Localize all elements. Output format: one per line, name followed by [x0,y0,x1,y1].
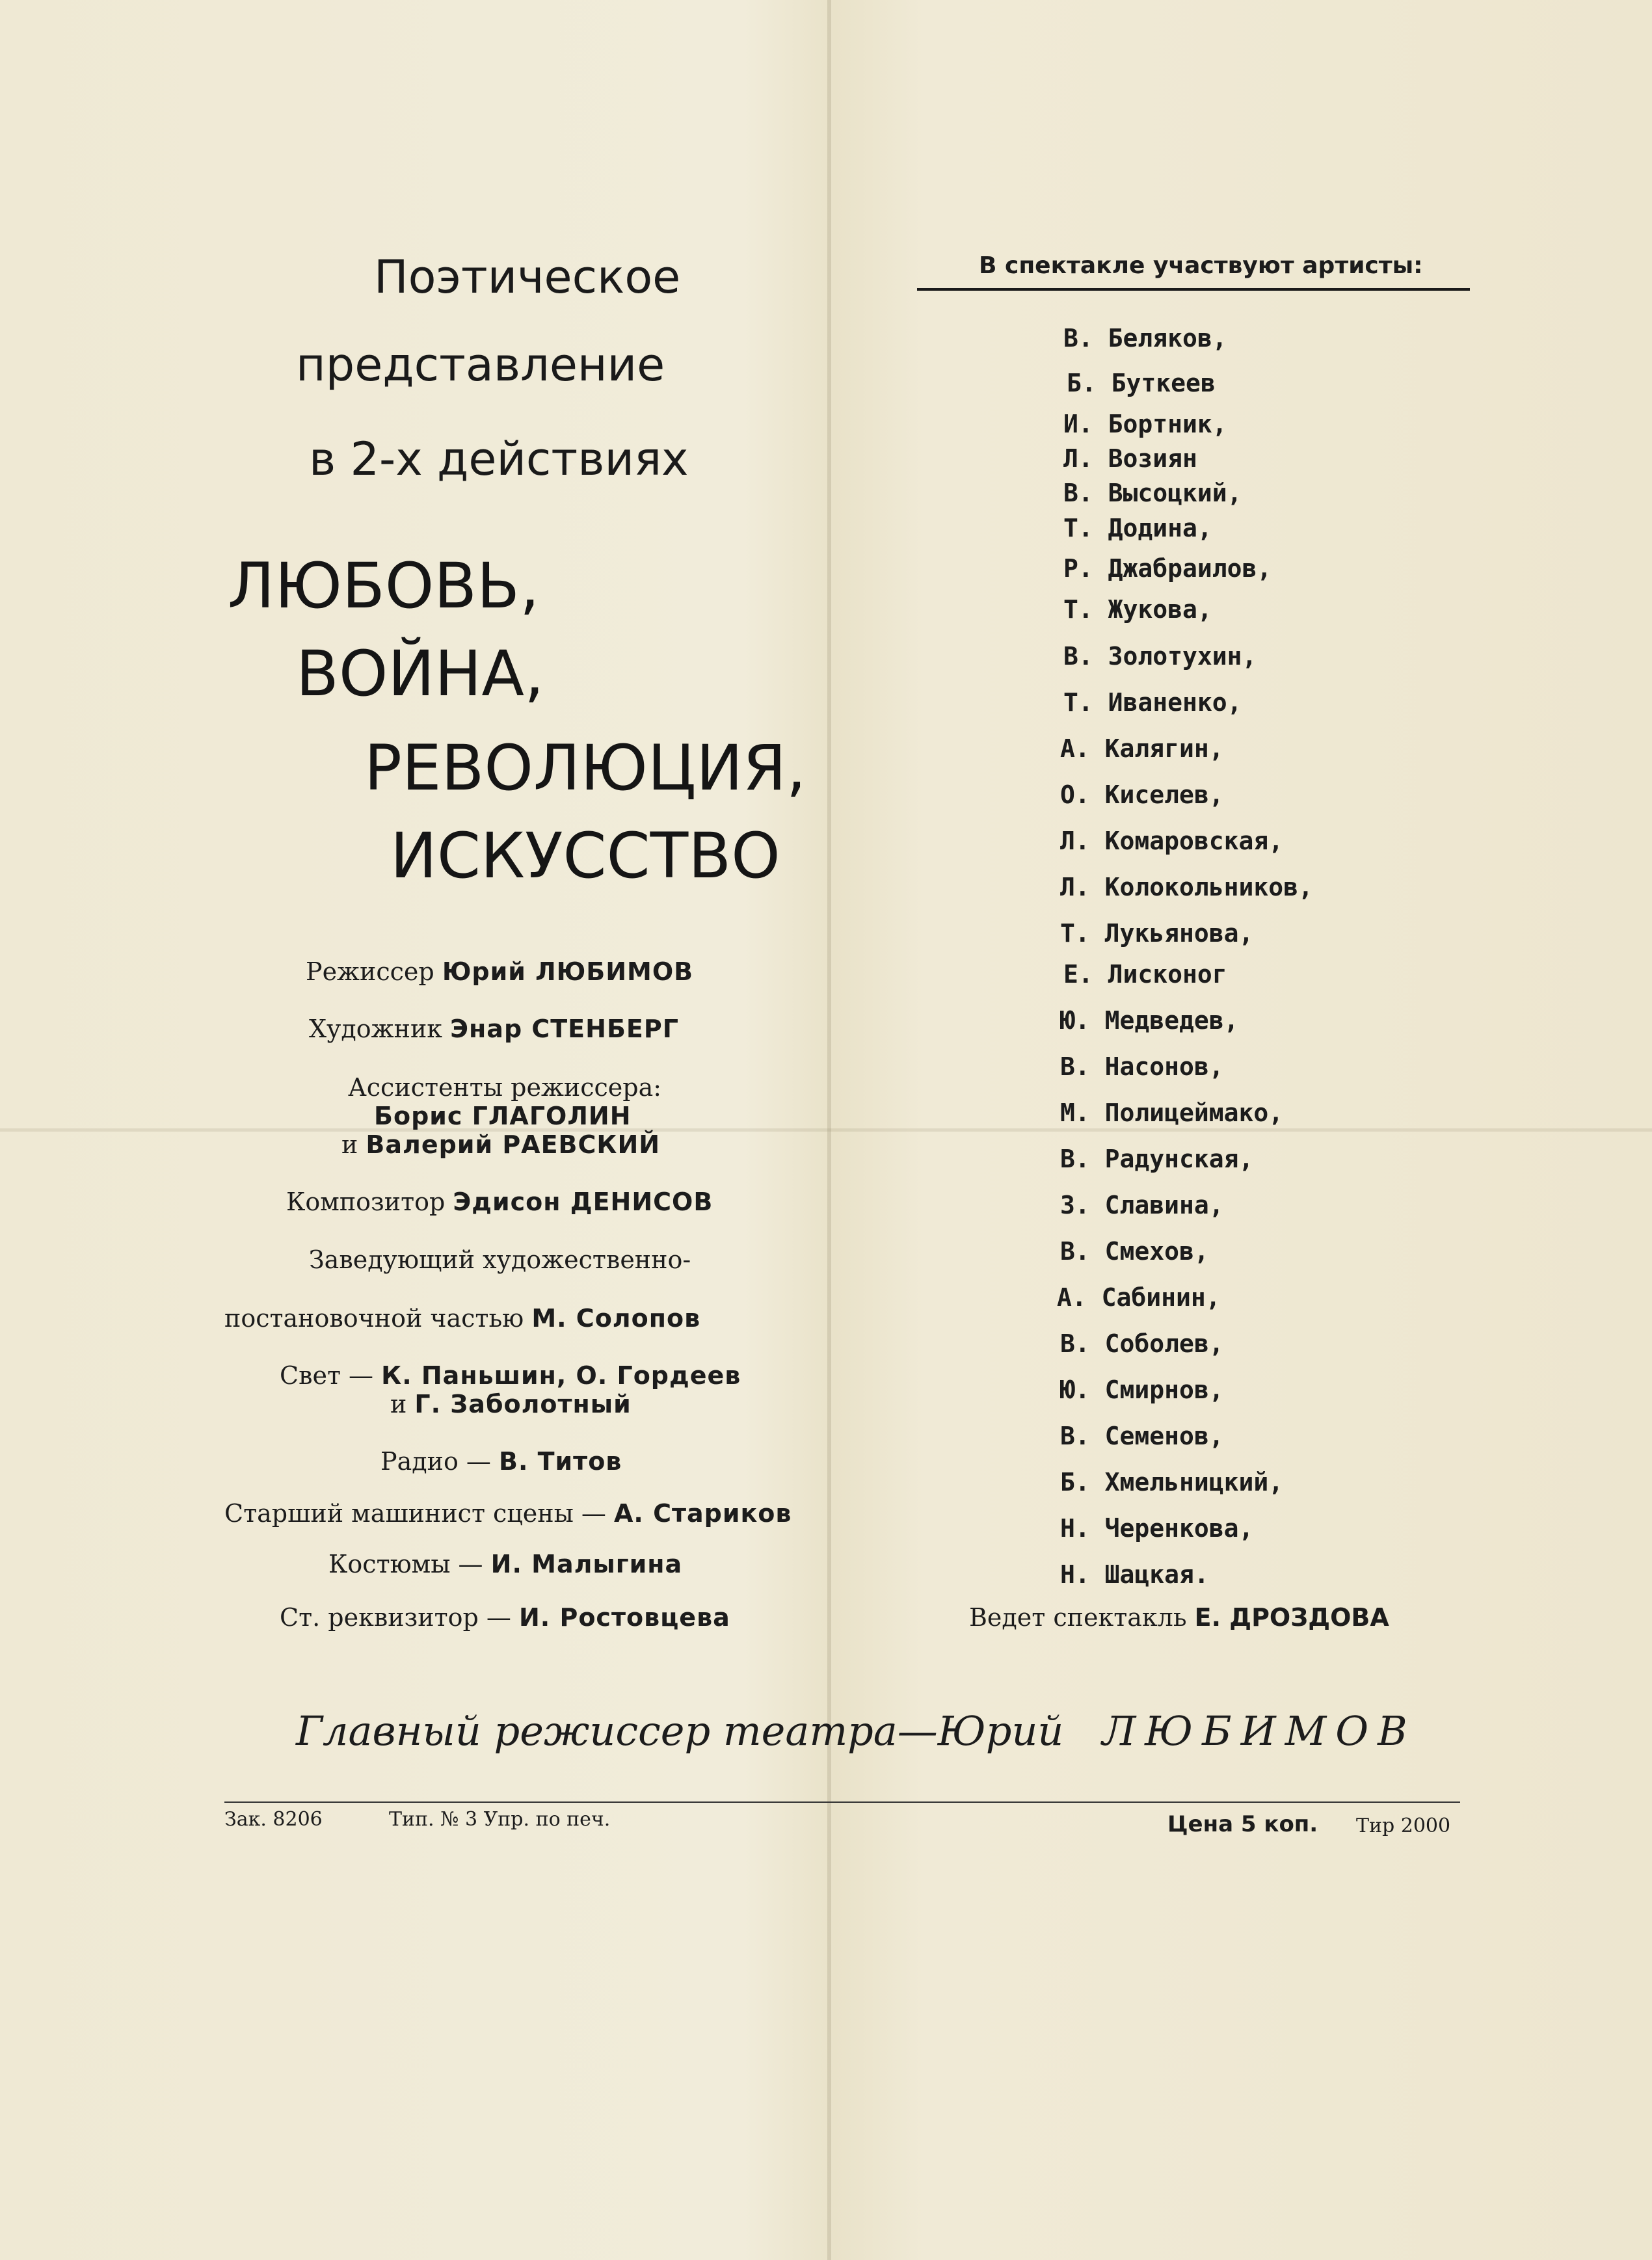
credit-manager-line-1: Заведующий художественно- [309,1245,691,1274]
credit-machinist: Старший машинист сцены — А. Стариков [224,1499,792,1528]
cast-item: Л. Возиян [1063,444,1197,473]
subtitle-line-3: в 2-х действиях [309,432,689,486]
subtitle-line-1: Поэтическое [374,250,681,304]
cast-item: Т. Жукова, [1063,595,1212,624]
cast-item: В. Высоцкий, [1063,479,1242,507]
cast-item: В. Семенов, [1060,1422,1224,1450]
credit-assistant-1: Борис ГЛАГОЛИН [374,1102,632,1130]
cast-item: В. Золотухин, [1063,642,1257,671]
credit-artist: Художник Энар СТЕНБЕРГ [309,1015,679,1043]
cast-item: Т. Иваненко, [1063,688,1242,717]
credit-director: Режиссер Юрий ЛЮБИМОВ [306,957,694,986]
cast-item: В. Смехов, [1060,1237,1209,1266]
cast-item: В. Радунская, [1060,1145,1254,1173]
cast-item: Б. Буткеев [1067,369,1216,397]
chief-director-line: Главный режиссер театра—Юрий ЛЮБИМОВ [296,1707,1417,1755]
credit-assistant-2: и Валерий РАЕВСКИЙ [341,1130,661,1159]
title-line-war: ВОЙНА, [296,637,544,710]
cast-item: Т. Лукьянова, [1060,919,1254,948]
cast-header-rule [917,288,1470,291]
title-line-revolution: РЕВОЛЮЦИЯ, [364,732,806,804]
title-line-art: ИСКУССТВО [390,819,780,892]
cast-item: В. Соболев, [1060,1329,1224,1358]
cast-item: А. Сабинин, [1057,1283,1221,1312]
credit-props: Ст. реквизитор — И. Ростовцева [280,1603,730,1632]
imprint-rule [224,1801,1460,1803]
cast-item: О. Киселев, [1060,780,1224,809]
cast-item: Е. Лисконог [1063,960,1227,989]
cast-item: Л. Колокольников, [1060,873,1313,901]
cast-item: М. Полицеймако, [1060,1098,1284,1127]
horizontal-fold [0,1128,1652,1132]
credit-assistants-role: Ассистенты режиссера: [348,1073,662,1102]
credit-composer: Композитор Эдисон ДЕНИСОВ [286,1188,713,1216]
credit-light-line-1: Свет — К. Паньшин, О. Гордеев [280,1361,741,1390]
cast-item: Р. Джабраилов, [1063,554,1272,583]
cast-item: Т. Додина, [1063,514,1212,542]
title-line-love: ЛЮБОВЬ, [228,550,540,622]
cast-item: И. Бортник, [1063,410,1227,438]
subtitle-line-2: представление [296,338,665,392]
cast-item: Н. Черенкова, [1060,1514,1254,1543]
cast-item: Ю. Медведев, [1060,1006,1239,1035]
credit-manager-line-2: постановочной частью М. Солопов [224,1304,701,1333]
imprint-order: Зак. 8206 [224,1808,323,1831]
cast-item: Н. Шацкая. [1060,1560,1209,1589]
imprint-run: Тир 2000 [1356,1815,1451,1837]
cast-item: З. Славина, [1060,1191,1224,1219]
cast-item: Ю. Смирнов, [1060,1376,1224,1404]
cast-item: Л. Комаровская, [1060,827,1284,855]
cast-item: В. Беляков, [1063,324,1227,352]
cast-item: Б. Хмельницкий, [1060,1468,1284,1496]
cast-item: А. Калягин, [1060,734,1224,763]
credit-costumes: Костюмы — И. Малыгина [328,1550,683,1578]
imprint-price: Цена 5 коп. [1167,1811,1318,1837]
imprint-printer: Тип. № 3 Упр. по печ. [389,1808,611,1831]
credit-radio: Радио — В. Титов [380,1447,622,1476]
cast-item: В. Насонов, [1060,1052,1224,1081]
cast-header: В спектакле участвуют артисты: [979,252,1423,279]
host-line: Ведет спектакль Е. ДРОЗДОВА [969,1603,1389,1632]
credit-light-line-2: и Г. Заболотный [390,1390,632,1418]
